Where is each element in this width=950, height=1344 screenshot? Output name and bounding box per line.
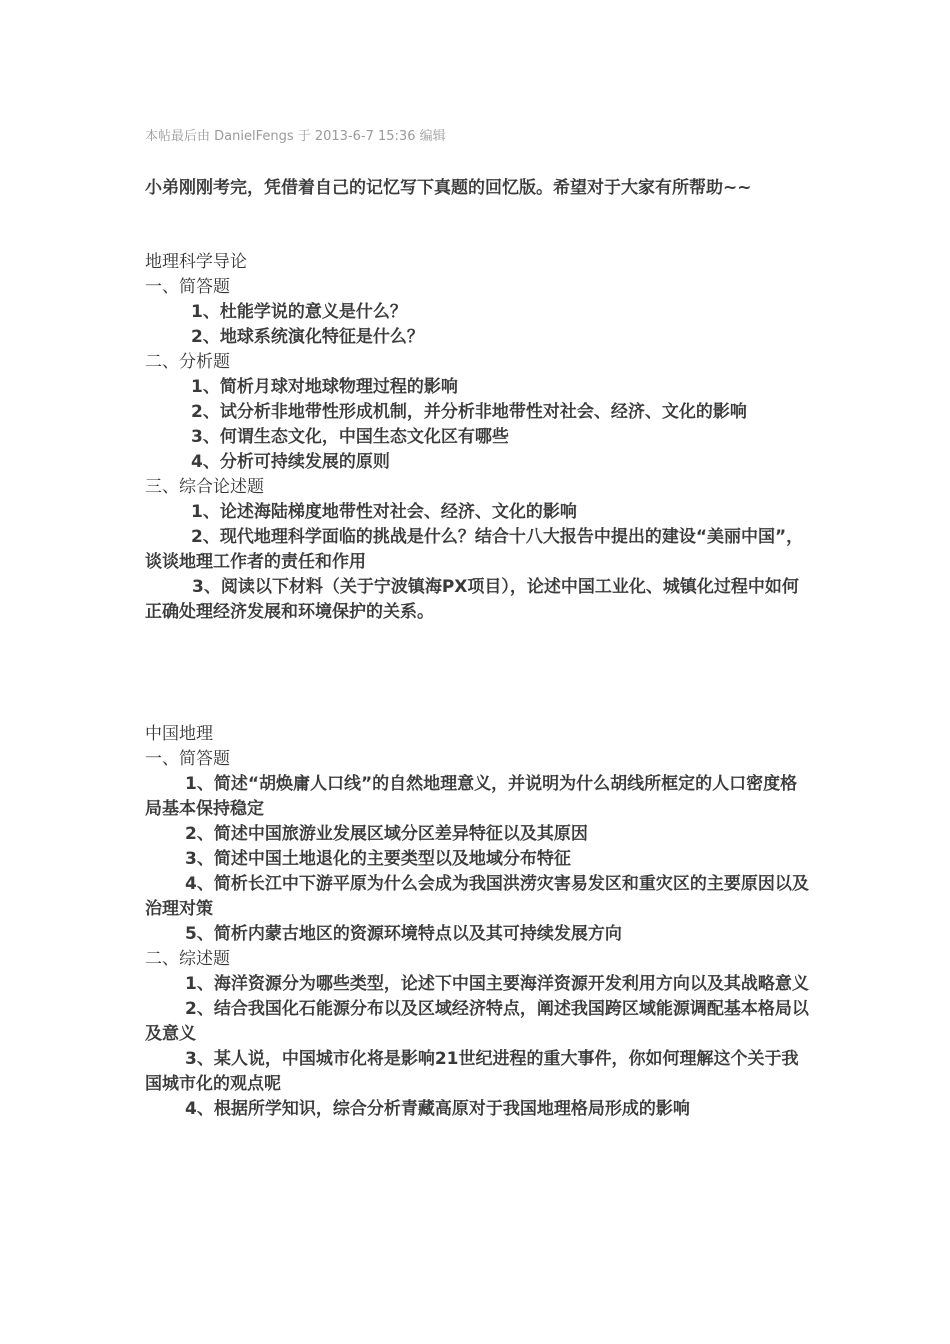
question-item: 2、现代地理科学面临的挑战是什么？结合十八大报告中提出的建设“美丽中国”，谈谈地理工作者的责任和作用 [145, 527, 804, 572]
question-item: 1、论述海陆梯度地带性对社会、经济、文化的影响 [191, 502, 577, 522]
question-item: 2、地球系统演化特征是什么？ [191, 327, 424, 347]
question-item: 5、简析内蒙古地区的资源环境特点以及其可持续发展方向 [185, 924, 622, 944]
part-title: 一、简答题 [145, 749, 230, 769]
intro-text: 小弟刚刚考完，凭借着自己的记忆写下真题的回忆版。希望对于大家有所帮助~~ [145, 178, 752, 198]
question-item: 3、简述中国土地退化的主要类型以及地域分布特征 [185, 849, 571, 869]
question-item: 1、简析月球对地球物理过程的影响 [191, 377, 458, 397]
question-item: 4、简析长江中下游平原为什么会成为我国洪涝灾害易发区和重灾区的主要原因以及治理对策 [145, 874, 809, 919]
question-item: 4、根据所学知识，综合分析青藏高原对于我国地理格局形成的影响 [185, 1099, 690, 1119]
question-item: 1、简述“胡焕庸人口线”的自然地理意义，并说明为什么胡线所框定的人口密度格局基本保持稳定 [145, 774, 798, 819]
question-item: 3、某人说，中国城市化将是影响21世纪进程的重大事件，你如何理解这个关于我国城市化的观点呢 [145, 1049, 799, 1094]
part-title: 二、综述题 [145, 949, 230, 969]
question-item: 4、分析可持续发展的原则 [191, 452, 390, 472]
question-item: 1、海洋资源分为哪些类型，论述下中国主要海洋资源开发利用方向以及其战略意义 [185, 974, 809, 994]
question-item: 1、杜能学说的意义是什么？ [191, 302, 407, 322]
question-item: 2、结合我国化石能源分布以及区域经济特点，阐述我国跨区域能源调配基本格局以及意义 [145, 999, 809, 1044]
question-item: 2、简述中国旅游业发展区域分区差异特征以及其原因 [185, 824, 588, 844]
section-geo-science-intro [145, 250, 810, 625]
part-title: 三、综合论述题 [145, 477, 264, 497]
part-title: 二、分析题 [145, 352, 230, 372]
section-china-geography [145, 722, 810, 1122]
question-item: 3、阅读以下材料（关于宁波镇海PX项目），论述中国工业化、城镇化过程中如何正确处理经济发展和环境保护的关系。 [145, 577, 799, 622]
part-title: 一、简答题 [145, 277, 230, 297]
section-title: 中国地理 [145, 724, 213, 744]
edit-note: 本帖最后由 DanielFengs 于 2013-6-7 15:36 编辑 [145, 129, 446, 144]
question-item: 3、何谓生态文化，中国生态文化区有哪些 [191, 427, 509, 447]
question-item: 2、试分析非地带性形成机制，并分析非地带性对社会、经济、文化的影响 [191, 402, 747, 422]
section-title: 地理科学导论 [145, 252, 247, 272]
